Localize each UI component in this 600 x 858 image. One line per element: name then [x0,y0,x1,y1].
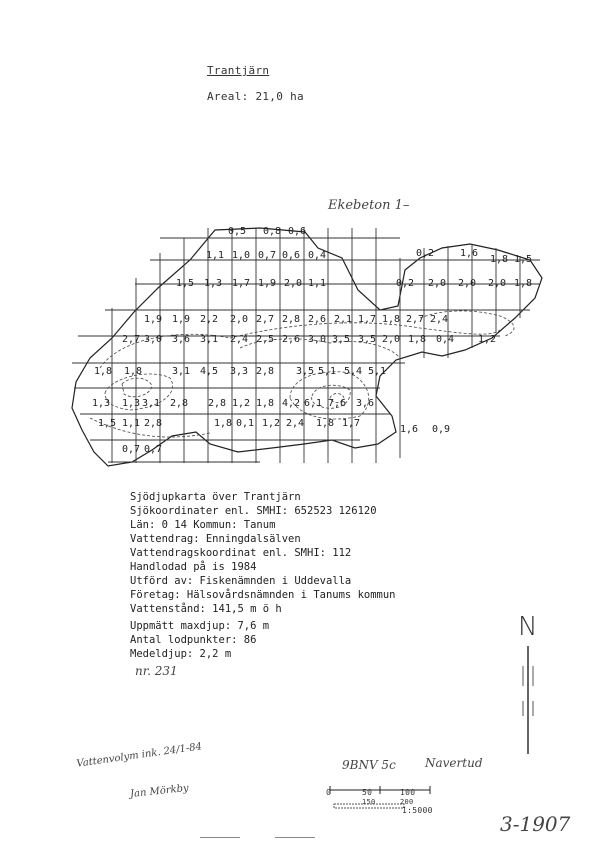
depth-value: 1,7 [232,278,251,289]
depth-value: 2,7 [122,334,141,345]
depth-value: 1,3 [122,398,141,409]
depth-value: 1,9 [172,314,191,325]
info-sounding-points: Antal lodpunkter: 86 [130,634,257,646]
depth-value: 2,1 [334,314,353,325]
depth-value: 0,4 [436,334,455,345]
depth-value: 1,3 [204,278,223,289]
handwritten-map-sheet: 9BNV 5c [342,758,396,772]
grid [72,228,540,463]
info-watercourse: Vattendrag: Enningdalsälven [130,533,301,545]
scale-bar [322,778,442,818]
depth-value: 2,6 [282,334,301,345]
depth-value: 2,8 [170,398,189,409]
lake-outline [72,228,542,466]
scale-ratio: 1:5000 [402,806,433,815]
depth-value: 1,1 [206,250,225,261]
depth-value: 1,8 [316,418,335,429]
info-county: Län: 0 14 Kommun: Tanum [130,519,276,531]
depth-value: 1,6 [460,248,479,259]
scale-label-200: 200 [400,798,414,806]
depth-value: 2,8 [208,398,227,409]
depth-value: 0,9 [432,424,451,435]
depth-value: 4,2 [282,398,301,409]
depth-value: 7,6 [328,398,347,409]
scale-label-150: 150 [362,798,376,806]
info-title: Sjödjupkarta över Trantjärn [130,491,301,503]
info-performed-by: Utförd av: Fiskenämnden i Uddevalla [130,575,352,587]
depth-value: 0,2 [396,278,415,289]
depth-value: 0,2 [416,248,435,259]
scan-mark [200,837,240,838]
depth-value: 0,4 [308,250,327,261]
depth-value: 0,7 [258,250,277,261]
depth-value: 0,6 [288,226,307,237]
scan-mark [275,837,315,838]
handwritten-top-note: Ekebeton 1– [328,198,410,213]
lake-title: Trantjärn [207,64,270,77]
depth-value: 1,8 [514,278,533,289]
depth-value: 1,3 [92,398,111,409]
info-watercourse-coordinate: Vattendragskoordinat enl. SMHI: 112 [130,547,352,559]
depth-value: 1,8 [382,314,401,325]
depth-value: 2,0 [428,278,447,289]
depth-value: 1,8 [214,418,233,429]
depth-value: 2,0 [230,314,249,325]
depth-value: 2,8 [256,366,275,377]
depth-value: 3,6 [356,398,375,409]
depth-value: 2,8 [282,314,301,325]
depth-value: 5,4 [344,366,363,377]
depth-value: 1,5 [98,418,117,429]
depth-value: 1,2 [262,418,281,429]
scale-label-50: 50 [362,788,373,797]
north-label: N [518,612,538,642]
depth-value: 1,8 [124,366,143,377]
depth-value: 3,5 [358,334,377,345]
depth-value: 3,5 [296,366,315,377]
depth-value: 2,0 [382,334,401,345]
depth-value: 5,1 [318,366,337,377]
depth-value: 3,0 [144,334,163,345]
depth-value: 1,7 [358,314,377,325]
depth-value: 1,5 [514,254,533,265]
depth-value: 1,9 [258,278,277,289]
handwritten-number: nr. 231 [135,664,178,678]
depth-value: 2,5 [256,334,275,345]
sheet-id: 3-1907 [500,812,571,836]
depth-value: 4,5 [200,366,219,377]
depth-value: 0,6 [282,250,301,261]
depth-value: 2,2 [200,314,219,325]
depth-value: 3,1 [200,334,219,345]
depth-value: 1,9 [144,314,163,325]
depth-value: 2,0 [284,278,303,289]
depth-value: 2,8 [144,418,163,429]
depth-value: 3,3 [230,366,249,377]
depth-value: 1,7 [342,418,361,429]
depth-value: 3,1 [142,398,161,409]
info-water-level: Vattenstånd: 141,5 m ö h [130,603,282,615]
depth-value: 1,5 [176,278,195,289]
depth-value: 0,7 [122,444,141,455]
depth-value: 0,1 [236,418,255,429]
depth-value: 3,0 [308,334,327,345]
depth-value: 2,6 [308,314,327,325]
depth-value: 1,2 [232,398,251,409]
handwritten-map-place: Navertud [425,756,483,770]
depth-value: 1,8 [408,334,427,345]
depth-value: 1,8 [94,366,113,377]
depth-value: 1,1 [308,278,327,289]
depth-value: 1,1 [122,418,141,429]
depth-value: 3,6 [172,334,191,345]
info-method: Handlodad på is 1984 [130,561,257,573]
north-arrow [516,612,540,752]
depth-value: 3,1 [172,366,191,377]
info-coordinates: Sjökoordinater enl. SMHI: 652523 126120 [130,505,377,517]
depth-value: 0,8 [263,226,282,237]
scale-label-100: 100 [400,788,416,797]
depth-value: 0,5 [228,226,247,237]
lake-area: Areal: 21,0 ha [207,90,304,103]
depth-value: 2,7 [406,314,425,325]
depth-map [60,218,560,478]
info-mean-depth: Medeldjup: 2,2 m [130,648,232,660]
depth-value: 2,0 [488,278,507,289]
depth-value: 1,6 [400,424,419,435]
depth-value: 0,7 [144,444,163,455]
depth-value: 2,4 [230,334,249,345]
depth-value: 2,7 [256,314,275,325]
depth-value: 5,1 [368,366,387,377]
handwritten-bottom-note-2: Jan Mörkby [129,782,190,801]
depth-value: 1,2 [478,334,497,345]
depth-value: 3,5 [332,334,351,345]
north-arrow-icon [516,646,540,756]
depth-value: 1,0 [232,250,251,261]
info-max-depth: Uppmätt maxdjup: 7,6 m [130,620,270,632]
depth-value: 2,4 [286,418,305,429]
scale-label-0: 0 [326,788,332,797]
depth-value: 2,4 [430,314,449,325]
depth-value: 1,8 [490,254,509,265]
depth-value: 2,0 [458,278,477,289]
handwritten-bottom-note-1: Vattenvolym ink. 24/1-84 [75,741,203,770]
depth-value: 6,1 [304,398,323,409]
depth-value: 1,8 [256,398,275,409]
info-company: Företag: Hälsovårdsnämnden i Tanums kommun [130,589,396,601]
